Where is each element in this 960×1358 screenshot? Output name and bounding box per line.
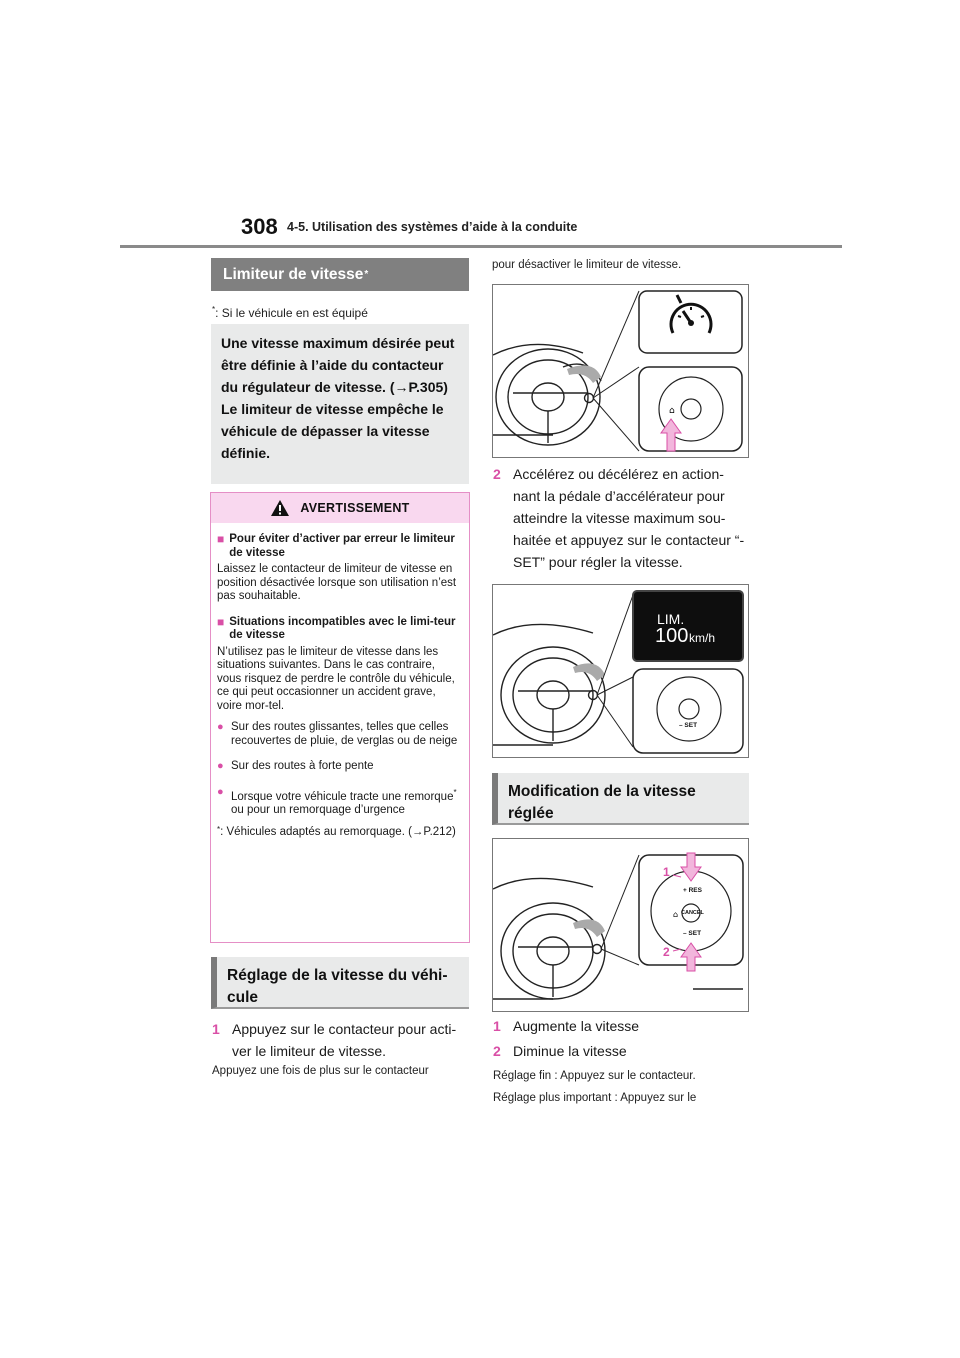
callout-2: 2 — [663, 945, 670, 959]
section-title-sup: * — [364, 269, 369, 280]
continued-text: pour désactiver le limiteur de vitesse. — [492, 259, 682, 271]
page-number: 308 — [241, 214, 278, 239]
step-1 — [212, 1018, 470, 1062]
lim-label: LIM. — [657, 611, 685, 627]
intro-text: Une vitesse maximum désirée peut être définie à l’aide du contacteur du régulateur de vitesse. (→P.305) Le limiteur de vitesse empêche le véhicule de dépasser la vitesse définie. — [221, 335, 455, 461]
circle-bullet-icon: ● — [217, 785, 224, 798]
svg-text:⌂: ⌂ — [673, 910, 679, 919]
square-bullet-icon: ■ — [217, 614, 225, 629]
note-large-adjust: Réglage plus important : Appuyez sur le — [493, 1092, 697, 1104]
section-title-speed-limiter — [211, 258, 469, 291]
equipment-footnote — [212, 305, 368, 320]
warning-heading: AVERTISSEMENT — [300, 501, 410, 515]
cancel-switch-label: CANCEL — [681, 910, 704, 916]
set-switch-label: – SET — [683, 930, 702, 937]
warning-triangle-icon — [270, 499, 290, 517]
step-number: 1 — [212, 1021, 220, 1037]
callout-1: 1 — [663, 865, 670, 879]
intro-box — [211, 324, 469, 484]
res-switch-label: + RES — [683, 887, 702, 894]
item-text: Augmente la vitesse — [513, 1018, 640, 1034]
steering-wheel-illustration — [493, 285, 749, 458]
footnote-text: : Si le véhicule en est équipé — [215, 306, 368, 320]
warning-header — [211, 493, 469, 523]
step-text: Accélérez ou décélérez en action-nant la pédale d’accélérateur pour atteindre la vitesse maximum sou-haitée et appuyez sur le contacteur “-SET” pour régler la vitesse. — [513, 466, 745, 570]
warning-footnote: * : Véhicules adaptés au remorquage. (→P.212) — [217, 825, 456, 839]
warning-block2-title: ■ Situations incompatibles avec le limi-teur de vitesse — [217, 614, 456, 641]
list-item-decrease — [493, 1040, 627, 1062]
figure-speed-limiter-switch — [492, 284, 749, 458]
section-title-set-speed: Réglage de la vitesse du véhi-cule — [211, 957, 469, 1009]
note-fine-adjust: Réglage fin : Appuyez sur le contacteur. — [493, 1070, 696, 1082]
steering-wheel-illustration — [493, 585, 749, 758]
item-text: Diminue la vitesse — [513, 1043, 627, 1059]
steering-wheel-illustration — [493, 839, 749, 1012]
header-rule — [120, 245, 842, 248]
warning-bullet: ● Sur des routes à forte pente — [217, 760, 374, 772]
warning-block2-text: N’utilisez pas le limiteur de vitesse dans les situations suivantes. Dans le cas contraire, vous risquez de perdre le contrôle du véhicule, ce qui peut occasionner un accident grave, voire mor-tel. — [217, 645, 455, 712]
warning-box — [210, 492, 470, 943]
list-item-increase — [493, 1015, 639, 1037]
item-number: 1 — [493, 1018, 501, 1034]
step-1-note: Appuyez une fois de plus sur le contacteur — [212, 1065, 429, 1077]
chapter-title: 4-5. Utilisation des systèmes d’aide à la conduite — [287, 220, 578, 234]
circle-bullet-icon: ● — [217, 721, 224, 733]
warning-block1-title: ■ Pour éviter d’activer par erreur le limiteur de vitesse — [217, 532, 455, 559]
section-title-text: Limiteur de vitesse — [223, 265, 364, 283]
svg-text:⌂: ⌂ — [669, 406, 675, 416]
section-title-change-speed: Modification de la vitesse réglée — [492, 773, 749, 825]
item-number: 2 — [493, 1043, 501, 1059]
footnote-mark: * — [212, 305, 216, 314]
figure-res-set-switch — [492, 838, 749, 1012]
speed-unit: km/h — [689, 631, 716, 645]
step-text: Appuyez sur le contacteur pour acti-ver le limiteur de vitesse. — [232, 1021, 457, 1059]
speed-value: 100 — [655, 625, 689, 647]
set-switch-label: – SET — [679, 722, 698, 729]
figure-lim-display — [492, 584, 749, 758]
step-number: 2 — [493, 466, 501, 482]
step-2 — [493, 463, 751, 573]
warning-bullet: ● Sur des routes glissantes, telles que celles recouvertes de pluie, de verglas ou de neige — [217, 721, 458, 747]
warning-body — [211, 523, 469, 849]
circle-bullet-icon: ● — [217, 760, 224, 772]
square-bullet-icon: ■ — [217, 532, 225, 546]
warning-bullet: ● Lorsque votre véhicule tracte une remorque* ou pour un remorquage d’urgence — [217, 785, 457, 816]
warning-block1-text: Laissez le contacteur de limiteur de vitesse en position désactivée lorsque son utilisation n’est pas souhaitable. — [217, 563, 457, 602]
